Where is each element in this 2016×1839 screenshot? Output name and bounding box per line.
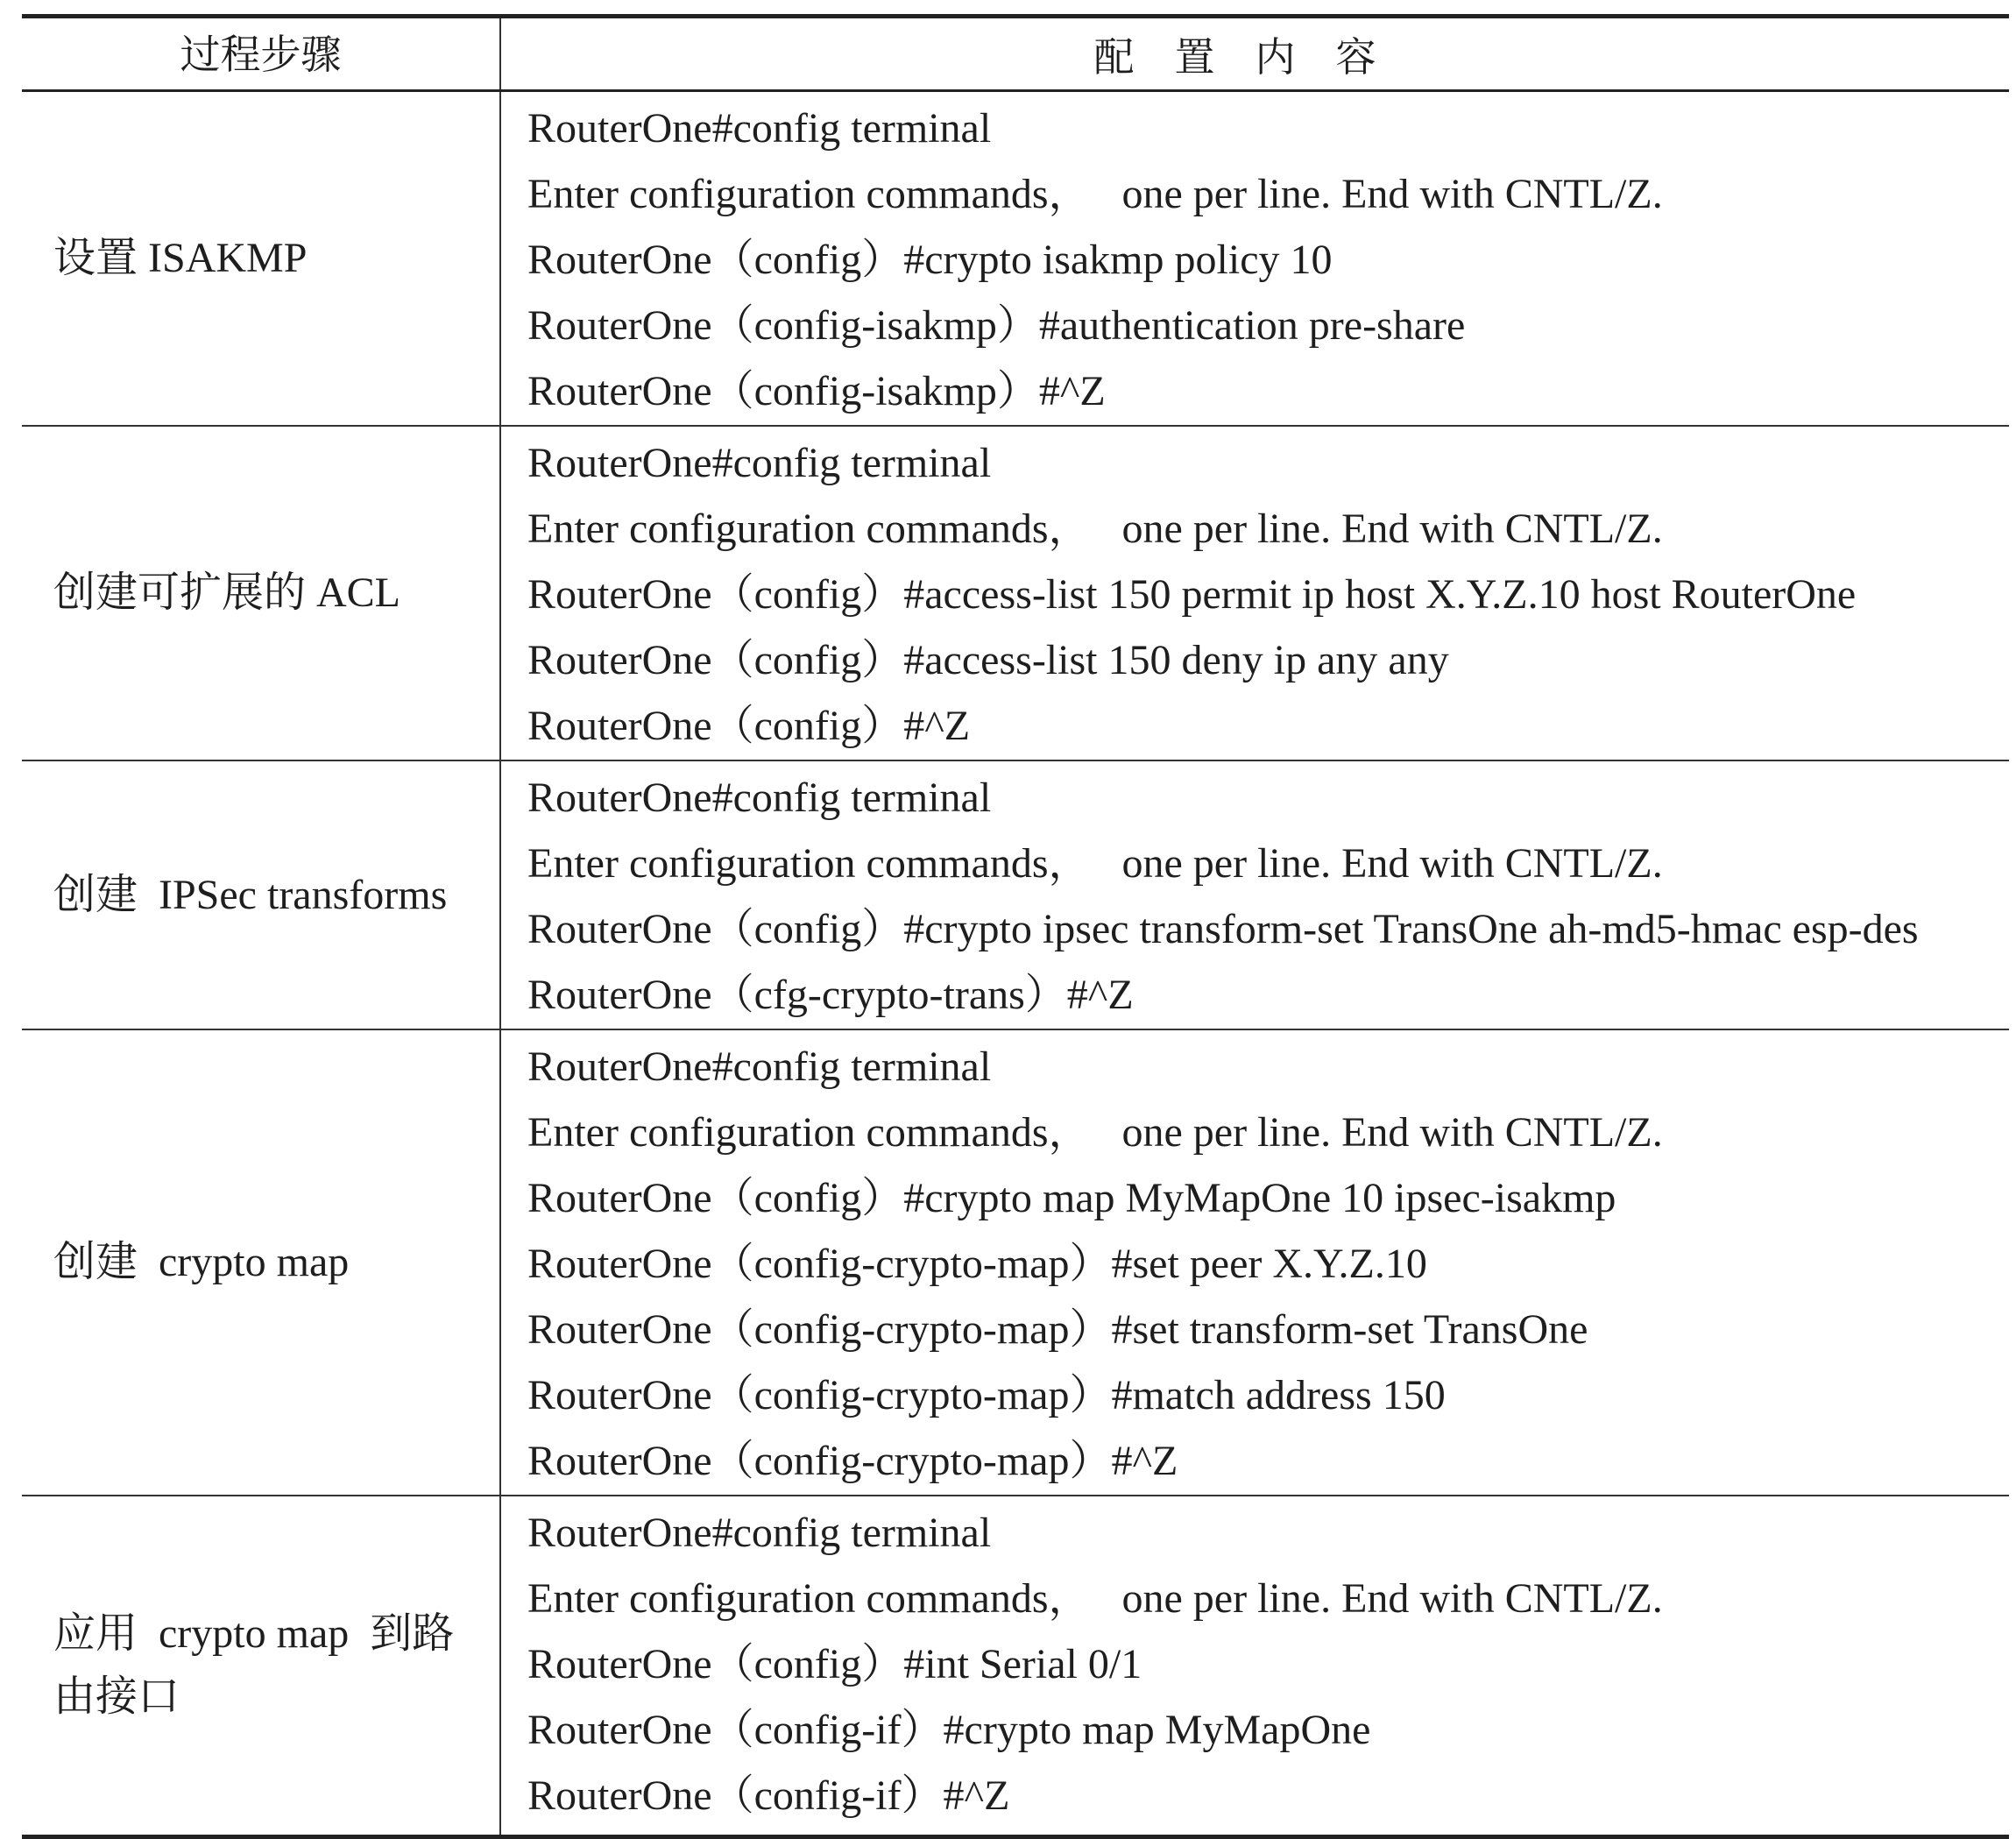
config-line: RouterOne（config）#access-list 150 permit ip host X.Y.Z.10 host RouterOne <box>527 571 1857 618</box>
config-line: RouterOne（config）#^Z <box>527 703 971 749</box>
config-line: RouterOne（config）#crypto ipsec transform-set TransOne ah-md5-hmac esp-des <box>527 906 1919 952</box>
config-line: RouterOne#config terminal <box>527 440 992 486</box>
table-row <box>22 761 2009 1030</box>
config-line: RouterOne（config-crypto-map）#match address 150 <box>527 1372 1446 1418</box>
config-line: Enter configuration commands， one per line. End with CNTL/Z. <box>527 1575 1663 1622</box>
config-line: Enter configuration commands， one per line. End with CNTL/Z. <box>527 1109 1663 1156</box>
config-line: RouterOne（config-crypto-map）#set peer X.Y.Z.10 <box>527 1241 1427 1287</box>
config-line: Enter configuration commands， one per line. End with CNTL/Z. <box>527 840 1663 887</box>
step-label: 创建可扩展的 ACL <box>22 427 501 760</box>
config-lines <box>501 1030 2009 1495</box>
config-lines <box>501 92 2009 425</box>
step-label <box>22 1496 501 1835</box>
config-line: RouterOne（config-if）#^Z <box>527 1772 1010 1819</box>
config-line: RouterOne（config）#crypto map MyMapOne 10 ipsec-isakmp <box>527 1175 1616 1221</box>
config-line: RouterOne#config terminal <box>527 775 992 821</box>
table-row <box>22 1030 2009 1496</box>
config-line: RouterOne#config terminal <box>527 1043 992 1090</box>
table-row <box>22 92 2009 427</box>
config-line: RouterOne（config-crypto-map）#^Z <box>527 1438 1178 1484</box>
step-label: 创建 IPSec transforms <box>22 761 501 1029</box>
config-lines <box>501 761 2009 1029</box>
config-line: RouterOne#config terminal <box>527 105 992 152</box>
config-line: Enter configuration commands， one per line. End with CNTL/Z. <box>527 171 1663 217</box>
config-line: RouterOne（cfg-crypto-trans）#^Z <box>527 972 1134 1018</box>
config-line: RouterOne（config）#access-list 150 deny ip any any <box>527 637 1449 683</box>
config-line: RouterOne#config terminal <box>527 1510 992 1556</box>
step-label: 创建 crypto map <box>22 1030 501 1495</box>
config-line: RouterOne（config）#int Serial 0/1 <box>527 1641 1142 1687</box>
table-row <box>22 1496 2009 1835</box>
config-line: RouterOne（config-isakmp）#^Z <box>527 368 1106 414</box>
header-content-column: 配置内容 <box>1093 32 1417 81</box>
config-table <box>22 14 2009 1839</box>
step-label: 设置 ISAKMP <box>22 92 501 425</box>
step-label-line: 由接口 <box>53 1673 180 1720</box>
config-line: RouterOne（config）#crypto isakmp policy 10 <box>527 237 1333 283</box>
config-lines <box>501 1496 2009 1835</box>
config-lines <box>501 427 2009 760</box>
config-line: RouterOne（config-if）#crypto map MyMapOne <box>527 1707 1371 1753</box>
config-line: RouterOne（config-crypto-map）#set transform-set TransOne <box>527 1306 1588 1353</box>
header-step-column: 过程步骤 <box>22 18 501 89</box>
config-line: RouterOne（config-isakmp）#authentication pre-share <box>527 302 1466 349</box>
config-line: Enter configuration commands， one per line. End with CNTL/Z. <box>527 506 1663 552</box>
table-header-row <box>22 18 2009 92</box>
step-label-line: 应用 crypto map 到路 <box>53 1610 455 1657</box>
table-row <box>22 427 2009 761</box>
